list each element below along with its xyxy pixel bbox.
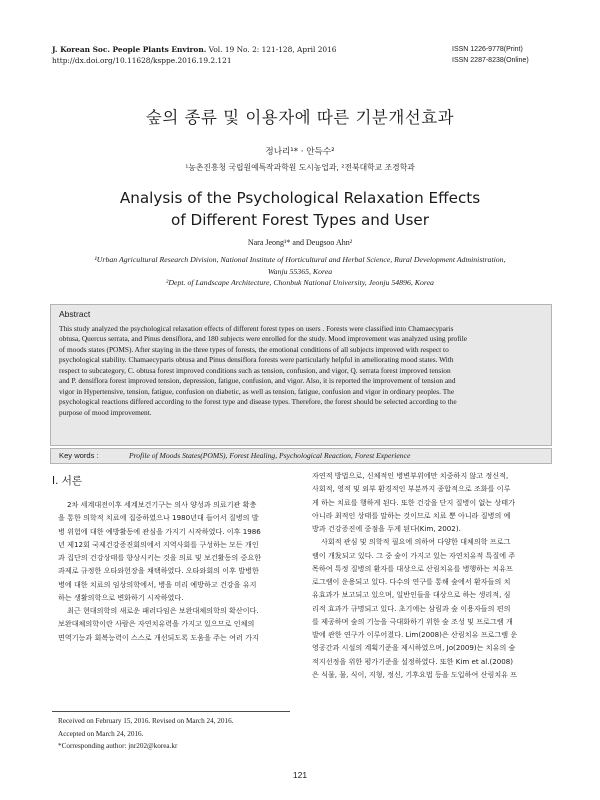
title-english-line: Analysis of the Psychological Relaxation Effects bbox=[119, 189, 481, 207]
body-line: 램이 개发되고 있다. 그 중 숲이 가지고 있는 자연치유적 특질에 주 bbox=[312, 550, 516, 560]
body-line: 리적 효과가 규명되고 있다. 초기에는 삼림과 숲 이용자들의 편의 bbox=[312, 603, 511, 613]
abstract-line: and P. densiflora forest improved tension, depression, fatigue, confusion, and vigor. Also, it is reported the improvement of tension and bbox=[59, 376, 456, 386]
abstract-line: vigor in Hypertensive, tension, fatigue, confusion on diabetic, as well as tension, fatigue, confusion and vigor in ordinary peoples. The bbox=[59, 386, 455, 396]
title-korean: 숲의 종류 및 이용자에 따른 기분개선효과 bbox=[145, 108, 455, 127]
title-english-line: of Different Forest Types and User bbox=[171, 211, 429, 229]
affiliation-line: ²Dept. of Landscape Architecture, Chonbuk National University, Jeonju 54896, Korea bbox=[166, 278, 434, 287]
body-line: 과 집단의 건강상태를 향상시키는 것을 의료 및 보건활동의 중요한 bbox=[58, 553, 262, 562]
body-line: 발에 관한 연구가 이루어졌다. Lim(2008)은 산림치유 프로그램 운 bbox=[312, 630, 518, 639]
affiliation-line: ¹Urban Agricultural Research Division, National Institute of Horticultural and Herbal Science, Rural Development Administration, bbox=[94, 255, 506, 264]
abstract-box bbox=[50, 304, 552, 446]
body-line: 면역기능과 회복능력이 스스로 개선되도록 도움을 주는 여러 가지 bbox=[58, 632, 259, 642]
section-heading: Ⅰ. 서론 bbox=[52, 475, 83, 487]
doi-link[interactable]: http://dx.doi.org/10.11628/ksppe.2016.19.2.121 bbox=[52, 56, 232, 65]
abstract-heading: Abstract bbox=[59, 309, 91, 319]
body-line: 자연적 방법으로, 신체적인 병변부위에만 치중하지 않고 정신적, bbox=[312, 471, 509, 480]
affiliation-line: Wanju 55365, Korea bbox=[267, 266, 333, 276]
body-line: 년 제12회 국제건강증진회의에서 지역사회를 구성하는 모든 개인 bbox=[58, 539, 259, 549]
body-line: 은 식물, 물, 식이, 지형, 정신, 기후요법 등을 도입하여 산림치유 프 bbox=[312, 669, 518, 679]
body-column-right bbox=[312, 469, 544, 681]
keywords-value: Profile of Moods States(POMS), Forest Healing, Psychological Reaction, Forest Experience bbox=[129, 451, 411, 460]
abstract-text bbox=[59, 324, 547, 418]
footnote-divider bbox=[52, 711, 290, 712]
body-line: 영공간과 시설의 계획기준을 제시하였으며, Jo(2009)는 치유의 숲 bbox=[312, 643, 516, 653]
body-line: 을 통한 의학적 치료에 집중하였으나 1980년대 들어서 질병의 발 bbox=[58, 513, 259, 523]
keywords-box bbox=[50, 448, 552, 464]
body-line: 하는 생활의학으로 변화하기 시작하였다. bbox=[58, 592, 184, 602]
affiliation-korean: ¹농촌진흥청 국립원예특작과학원 도시농업과, ²전북대학교 조경학과 bbox=[185, 163, 415, 172]
body-line: 게 하는 치료를 행하게 된다. 또한 건강을 단지 질병이 없는 상태가 bbox=[312, 497, 515, 507]
abstract-line: of moods states (POMS). After staying in the three types of forests, the emotional conditions of all subjects improved with respect to bbox=[59, 344, 449, 354]
issn-print: ISSN 1226-9778(Print) bbox=[452, 46, 523, 53]
body-line: 아니라 최적인 상태를 말하는 것이므로 치료 뿐 아니라 질병의 예 bbox=[312, 510, 511, 520]
journal-issue: Vol. 19 No. 2: 121-128, April 2016 bbox=[208, 45, 337, 54]
body-line: 적지선정을 위한 평가기준을 설정하였다. 또한 Kim et al.(2008) bbox=[312, 656, 514, 666]
abstract-line: This study analyzed the psychological relaxation effects of different forest types on users . Forests were classified into Chamaecyparis bbox=[59, 324, 454, 333]
body-line: 로그램이 운용되고 있다. 다수의 연구를 통해 숲에서 환자들의 치 bbox=[312, 577, 511, 586]
body-line: 병에 대한 치료의 임상의학에서, 병을 미리 예방하고 건강을 유지 bbox=[58, 579, 257, 589]
body-line: 목하여 특정 질병의 환자를 대상으로 산림치유를 병행하는 치유프 bbox=[312, 563, 513, 573]
abstract-line: purpose of mood improvement. bbox=[59, 407, 152, 417]
body-line: 보완대체의학이란 사람은 자연치유력을 가지고 있으므로 인체의 bbox=[58, 619, 255, 629]
authors-korean: 정나리¹* · 안득수² bbox=[265, 147, 335, 157]
body-line: 를 제공하며 숲의 기능을 극대화하기 위한 숲 조성 및 프로그램 개 bbox=[312, 616, 513, 626]
accepted-date: Accepted on March 24, 2016. bbox=[58, 729, 144, 738]
authors-english: Nara Jeong¹* and Deugsoo Ahn² bbox=[247, 238, 353, 247]
body-line: 최근 현대의학의 새로운 패러다임은 보완대체의학의 확산이다. bbox=[67, 606, 259, 615]
body-line: 사회적 관심 및 의학적 필요에 의하여 다양한 대체의학 프로그 bbox=[321, 537, 511, 547]
body-line: 과제로 규정한 오타와헌장을 채택하였다. 오타와회의 이후 발병한 bbox=[58, 566, 259, 576]
body-line: 방과 건강증진에 중점을 두게 된다(Kim, 2002). bbox=[312, 524, 461, 533]
body-line: 사회적, 영적 및 외부 환경적인 부분까지 종합적으로 조화를 이루 bbox=[312, 484, 511, 494]
body-line: 병 위험에 대한 예방활동에 관심을 가지기 시작하였다. 이후 1986 bbox=[58, 526, 261, 536]
footnotes bbox=[58, 715, 298, 753]
affiliation-english bbox=[62, 254, 538, 289]
issn-online: ISSN 2287-8238(Online) bbox=[452, 57, 529, 64]
corresponding-author: *Corresponding author: jnr202@korea.kr bbox=[58, 742, 178, 750]
abstract-line: psychological stability. Chamaecyparis obtusa and Pinus densiflora forests were particularly helpful in ameliorating mood states. With bbox=[59, 355, 454, 365]
page-number: 121 bbox=[292, 770, 308, 780]
body-column-left bbox=[58, 498, 290, 644]
keywords-label: Key words : bbox=[59, 451, 99, 460]
issn-block bbox=[452, 44, 529, 66]
title-english bbox=[0, 187, 600, 231]
abstract-line: obtusa, Quercus serrata, and Pinus densiflora, and 180 subjects were enrolled for the study. Mood improvement was analyzed using profile bbox=[59, 334, 468, 344]
abstract-line: psychological reactions differed according to the forest type and disease types. Therefore, the forest should be selected according to the bbox=[59, 397, 457, 407]
journal-name: J. Korean Soc. People Plants Environ. bbox=[52, 45, 207, 54]
body-line: 2차 세계대전이후 세계보건기구는 의사 양성과 의료기관 확충 bbox=[67, 500, 257, 509]
body-line: 유효과가 보고되고 있으며, 일반인들을 대상으로 하는 생리적, 심 bbox=[312, 590, 511, 600]
abstract-line: respect to subcategory, C. obtusa forest improved conditions such as tension, confusion, and vigor, Q. serrata forest improved tension bbox=[59, 365, 451, 375]
journal-header bbox=[52, 44, 337, 66]
received-date: Received on February 15, 2016. Revised on March 24, 2016. bbox=[58, 717, 234, 725]
